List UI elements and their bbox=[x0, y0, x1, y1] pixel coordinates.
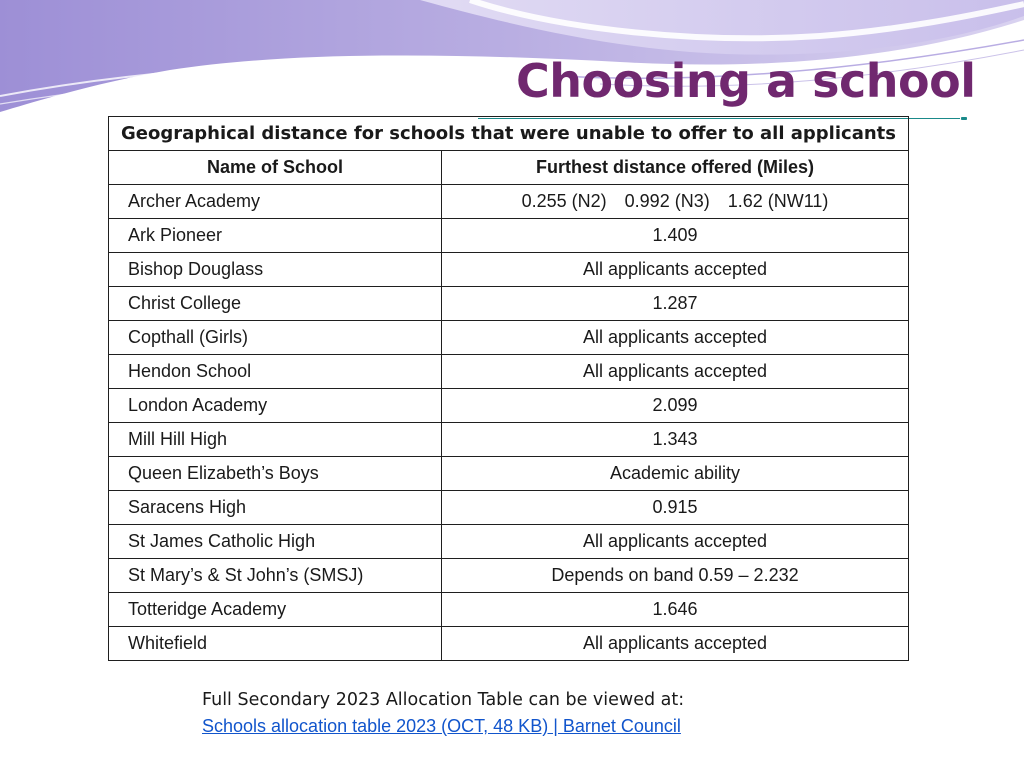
table-row bbox=[109, 253, 909, 287]
footer-note: Full Secondary 2023 Allocation Table can be viewed at: bbox=[202, 690, 685, 710]
table-caption-row bbox=[109, 117, 909, 151]
distance-value: 1.343 bbox=[442, 423, 909, 457]
school-name: Copthall (Girls) bbox=[109, 321, 442, 355]
distance-value: Depends on band 0.59 – 2.232 bbox=[442, 559, 909, 593]
distance-value: All applicants accepted bbox=[442, 253, 909, 287]
column-header-school: Name of School bbox=[109, 151, 442, 185]
table-row bbox=[109, 185, 909, 219]
column-header-distance: Furthest distance offered (Miles) bbox=[442, 151, 909, 185]
allocation-table bbox=[108, 116, 909, 661]
table-header-row bbox=[109, 151, 909, 185]
school-name: Whitefield bbox=[109, 627, 442, 661]
distance-value: 1.646 bbox=[442, 593, 909, 627]
distance-part: 1.62 (NW11) bbox=[727, 191, 829, 211]
distance-value: 1.287 bbox=[442, 287, 909, 321]
table-row bbox=[109, 423, 909, 457]
distance-value: Academic ability bbox=[442, 457, 909, 491]
table-row bbox=[109, 627, 909, 661]
page-title: Choosing a school bbox=[516, 54, 976, 108]
table-row bbox=[109, 219, 909, 253]
school-name: Hendon School bbox=[109, 355, 442, 389]
school-name: Archer Academy bbox=[109, 185, 442, 219]
table-row bbox=[109, 321, 909, 355]
distance-value: All applicants accepted bbox=[442, 355, 909, 389]
table-caption: Geographical distance for schools that were unable to offer to all applicants bbox=[109, 117, 909, 151]
school-name: Bishop Douglass bbox=[109, 253, 442, 287]
table-row bbox=[109, 559, 909, 593]
distance-value: 2.099 bbox=[442, 389, 909, 423]
distance-value: 0.915 bbox=[442, 491, 909, 525]
table-row bbox=[109, 593, 909, 627]
school-name: St Mary’s & St John’s (SMSJ) bbox=[109, 559, 442, 593]
distance-part: 0.992 (N3) bbox=[624, 191, 710, 211]
table-row bbox=[109, 457, 909, 491]
table-row bbox=[109, 491, 909, 525]
table-row bbox=[109, 287, 909, 321]
table-row bbox=[109, 389, 909, 423]
distance-part: 0.255 (N2) bbox=[521, 191, 607, 211]
distance-value bbox=[442, 185, 909, 219]
distance-value: All applicants accepted bbox=[442, 627, 909, 661]
school-name: Ark Pioneer bbox=[109, 219, 442, 253]
distance-value: 1.409 bbox=[442, 219, 909, 253]
distance-value: All applicants accepted bbox=[442, 525, 909, 559]
school-name: London Academy bbox=[109, 389, 442, 423]
distance-value: All applicants accepted bbox=[442, 321, 909, 355]
table-row bbox=[109, 525, 909, 559]
school-name: Queen Elizabeth’s Boys bbox=[109, 457, 442, 491]
school-name: Mill Hill High bbox=[109, 423, 442, 457]
allocation-table-link[interactable]: Schools allocation table 2023 (OCT, 48 KB) | Barnet Council bbox=[202, 716, 681, 736]
table-row bbox=[109, 355, 909, 389]
school-name: Saracens High bbox=[109, 491, 442, 525]
school-name: Totteridge Academy bbox=[109, 593, 442, 627]
school-name: Christ College bbox=[109, 287, 442, 321]
school-name: St James Catholic High bbox=[109, 525, 442, 559]
